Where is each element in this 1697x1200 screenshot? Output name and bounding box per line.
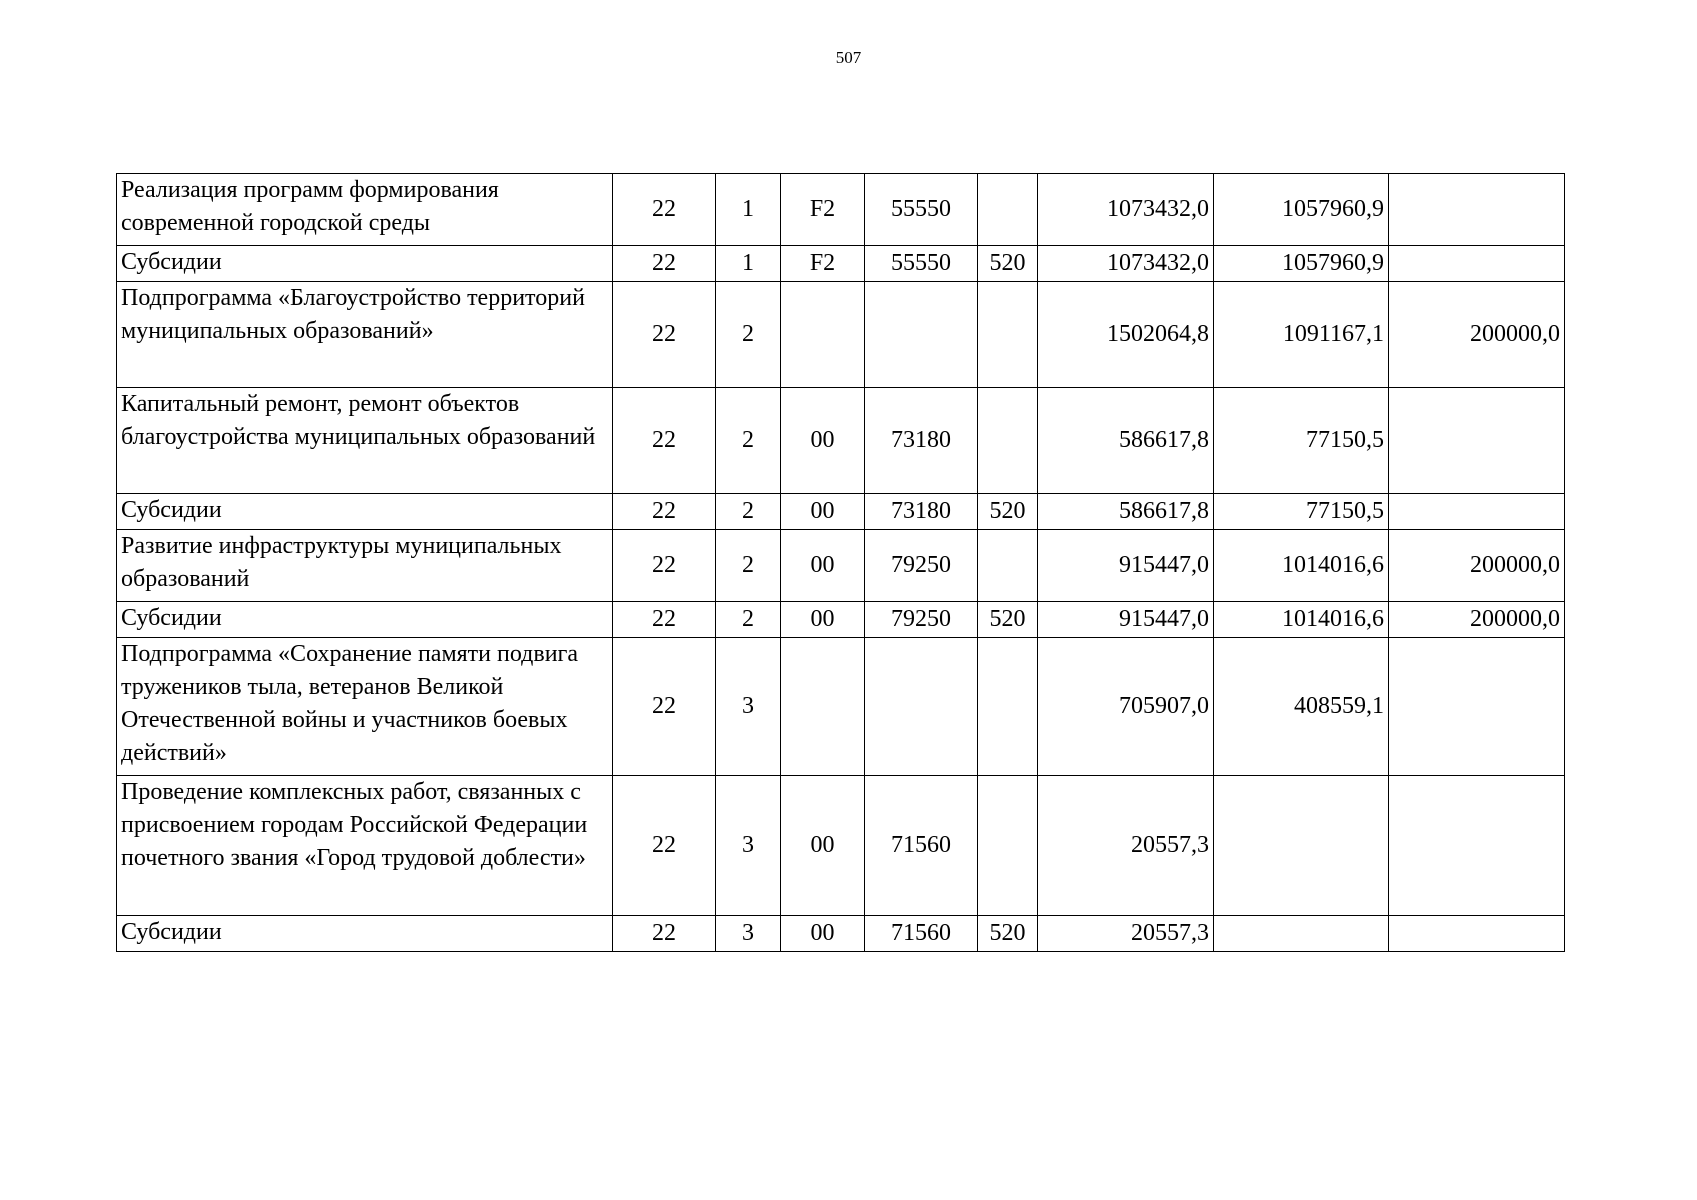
cell-code-3: 00 xyxy=(781,602,865,638)
cell-value-2: 1057960,9 xyxy=(1214,246,1389,282)
cell-code-2: 2 xyxy=(716,602,781,638)
cell-value-2: 408559,1 xyxy=(1214,638,1389,776)
cell-value-2 xyxy=(1214,776,1389,916)
cell-code-2: 3 xyxy=(716,916,781,952)
cell-code-5: 520 xyxy=(978,246,1038,282)
table-row xyxy=(117,494,1565,530)
cell-name: Подпрограмма «Благоустройство территорий муниципальных образований» xyxy=(117,282,613,388)
cell-value-1: 705907,0 xyxy=(1038,638,1214,776)
cell-value-3 xyxy=(1389,494,1565,530)
cell-code-2: 3 xyxy=(716,638,781,776)
cell-value-3 xyxy=(1389,916,1565,952)
cell-code-2: 1 xyxy=(716,246,781,282)
cell-name: Субсидии xyxy=(117,246,613,282)
cell-value-2: 77150,5 xyxy=(1214,388,1389,494)
cell-code-1: 22 xyxy=(613,602,716,638)
cell-code-5 xyxy=(978,282,1038,388)
cell-value-1: 586617,8 xyxy=(1038,388,1214,494)
cell-code-3: 00 xyxy=(781,388,865,494)
cell-code-2: 2 xyxy=(716,494,781,530)
cell-value-2: 1091167,1 xyxy=(1214,282,1389,388)
cell-value-1: 1502064,8 xyxy=(1038,282,1214,388)
table-row xyxy=(117,638,1565,776)
cell-name: Проведение комплексных работ, связанных с присвоением городам Российской Федерации почетного звания «Город трудовой доблести» xyxy=(117,776,613,916)
cell-code-5: 520 xyxy=(978,916,1038,952)
table-row xyxy=(117,388,1565,494)
cell-name: Субсидии xyxy=(117,602,613,638)
cell-code-1: 22 xyxy=(613,174,716,246)
cell-code-5: 520 xyxy=(978,602,1038,638)
cell-value-1: 1073432,0 xyxy=(1038,174,1214,246)
cell-code-1: 22 xyxy=(613,638,716,776)
cell-value-1: 915447,0 xyxy=(1038,530,1214,602)
cell-code-4: 79250 xyxy=(865,602,978,638)
cell-code-1: 22 xyxy=(613,246,716,282)
cell-value-1: 1073432,0 xyxy=(1038,246,1214,282)
cell-value-3 xyxy=(1389,388,1565,494)
cell-code-4: 71560 xyxy=(865,776,978,916)
table-row xyxy=(117,282,1565,388)
cell-code-5 xyxy=(978,776,1038,916)
budget-table xyxy=(116,173,1565,952)
cell-code-2: 3 xyxy=(716,776,781,916)
table-row xyxy=(117,174,1565,246)
cell-code-1: 22 xyxy=(613,530,716,602)
cell-value-3: 200000,0 xyxy=(1389,282,1565,388)
cell-code-5: 520 xyxy=(978,494,1038,530)
cell-value-3 xyxy=(1389,776,1565,916)
cell-value-2: 1057960,9 xyxy=(1214,174,1389,246)
cell-code-1: 22 xyxy=(613,776,716,916)
table-row xyxy=(117,246,1565,282)
table-body xyxy=(117,174,1565,952)
cell-value-3: 200000,0 xyxy=(1389,530,1565,602)
cell-code-4: 73180 xyxy=(865,388,978,494)
cell-code-4: 79250 xyxy=(865,530,978,602)
cell-code-1: 22 xyxy=(613,282,716,388)
cell-name: Субсидии xyxy=(117,916,613,952)
cell-code-2: 1 xyxy=(716,174,781,246)
page-number: 507 xyxy=(835,48,862,67)
table-row xyxy=(117,602,1565,638)
cell-name: Капитальный ремонт, ремонт объектов благоустройства муниципальных образований xyxy=(117,388,613,494)
cell-value-2: 1014016,6 xyxy=(1214,602,1389,638)
cell-code-5 xyxy=(978,388,1038,494)
table-row xyxy=(117,530,1565,602)
cell-code-4 xyxy=(865,638,978,776)
cell-code-2: 2 xyxy=(716,388,781,494)
cell-code-3: 00 xyxy=(781,494,865,530)
cell-code-4: 55550 xyxy=(865,174,978,246)
cell-value-1: 586617,8 xyxy=(1038,494,1214,530)
cell-code-1: 22 xyxy=(613,388,716,494)
cell-value-3 xyxy=(1389,174,1565,246)
cell-code-5 xyxy=(978,638,1038,776)
cell-code-2: 2 xyxy=(716,282,781,388)
cell-value-3 xyxy=(1389,638,1565,776)
cell-name: Реализация программ формирования современной городской среды xyxy=(117,174,613,246)
cell-name: Развитие инфраструктуры муниципальных образований xyxy=(117,530,613,602)
cell-value-3: 200000,0 xyxy=(1389,602,1565,638)
cell-code-3: 00 xyxy=(781,776,865,916)
cell-value-1: 915447,0 xyxy=(1038,602,1214,638)
cell-code-3 xyxy=(781,282,865,388)
cell-code-5 xyxy=(978,174,1038,246)
cell-code-3: 00 xyxy=(781,530,865,602)
cell-value-2 xyxy=(1214,916,1389,952)
cell-value-3 xyxy=(1389,246,1565,282)
cell-name: Субсидии xyxy=(117,494,613,530)
cell-code-5 xyxy=(978,530,1038,602)
cell-code-3: 00 xyxy=(781,916,865,952)
cell-code-3: F2 xyxy=(781,246,865,282)
cell-code-4: 71560 xyxy=(865,916,978,952)
cell-code-2: 2 xyxy=(716,530,781,602)
cell-value-1: 20557,3 xyxy=(1038,916,1214,952)
cell-code-3: F2 xyxy=(781,174,865,246)
cell-value-2: 77150,5 xyxy=(1214,494,1389,530)
cell-name: Подпрограмма «Сохранение памяти подвига тружеников тыла, ветеранов Великой Отечественной войны и участников боевых действий» xyxy=(117,638,613,776)
cell-code-4 xyxy=(865,282,978,388)
cell-code-3 xyxy=(781,638,865,776)
cell-code-4: 73180 xyxy=(865,494,978,530)
table-row xyxy=(117,916,1565,952)
cell-value-2: 1014016,6 xyxy=(1214,530,1389,602)
table-row xyxy=(117,776,1565,916)
cell-code-1: 22 xyxy=(613,494,716,530)
cell-code-1: 22 xyxy=(613,916,716,952)
cell-value-1: 20557,3 xyxy=(1038,776,1214,916)
cell-code-4: 55550 xyxy=(865,246,978,282)
